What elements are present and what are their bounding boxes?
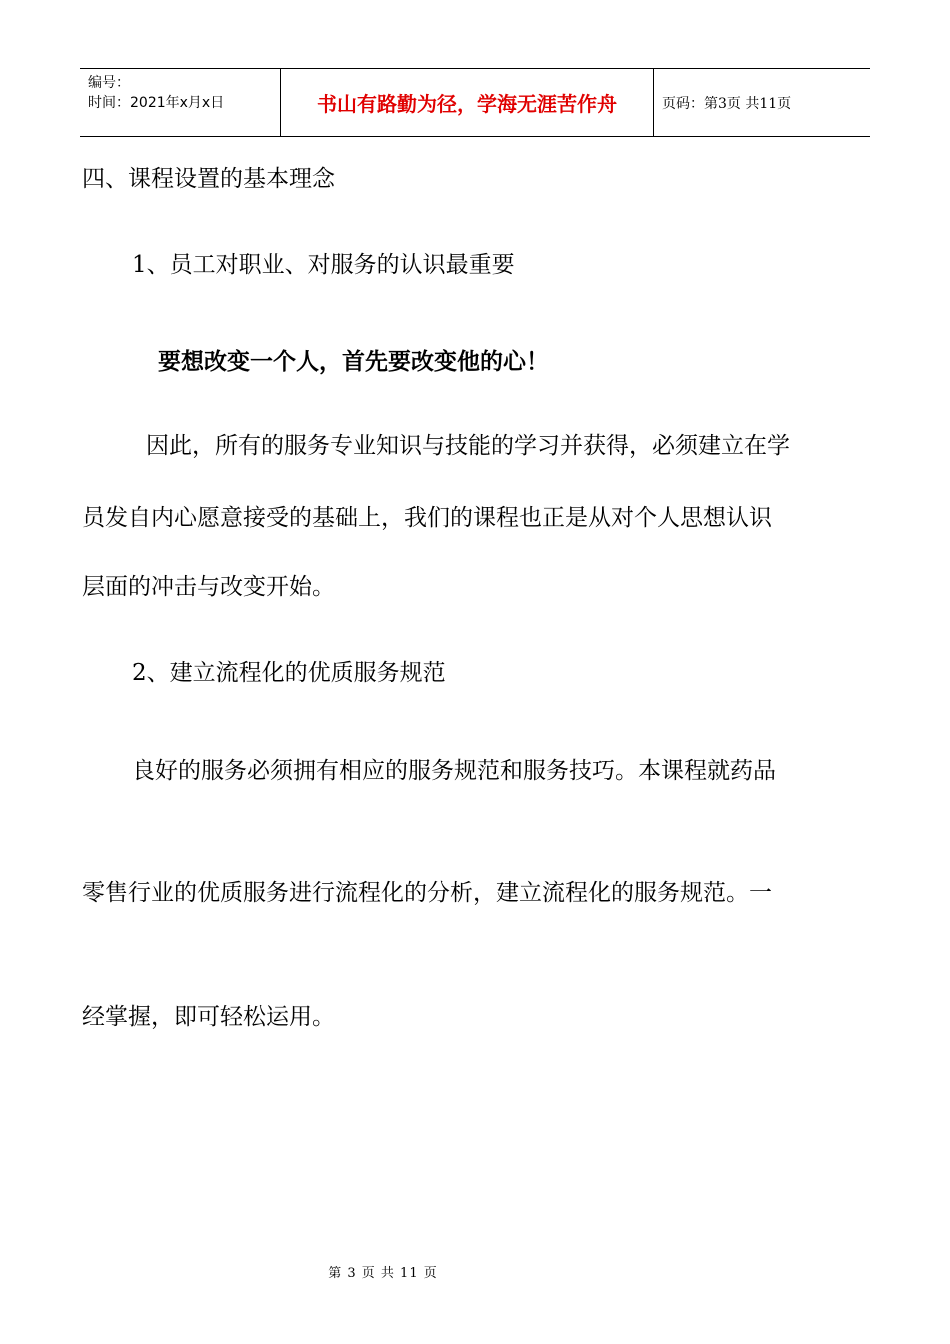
item1-line-1: 因此，所有的服务专业知识与技能的学习并获得，必须建立在学 <box>146 433 790 459</box>
page-header <box>80 68 870 137</box>
item1-line-3: 层面的冲击与改变开始。 <box>82 574 335 600</box>
item1-slogan: 要想改变一个人，首先要改变他的心！ <box>158 348 549 375</box>
page-footer <box>0 1262 950 1281</box>
item2-line-3: 经掌握，即可轻松运用。 <box>82 1004 335 1030</box>
header-motto: 书山有路勤为径，学海无涯苦作舟 <box>281 69 654 136</box>
item1-line-2: 员发自内心愿意接受的基础上，我们的课程也正是从对个人思想认识 <box>82 505 772 531</box>
footer-page-number: 第 3 页 共 11 页 <box>328 1266 438 1281</box>
item2-line-2: 零售行业的优质服务进行流程化的分析，建立流程化的服务规范。一 <box>82 880 772 906</box>
item2-line-1: 良好的服务必须拥有相应的服务规范和服务技巧。本课程就药品 <box>132 758 776 784</box>
section-title: 四、课程设置的基本理念 <box>82 166 335 192</box>
document-number-label: 编号： <box>88 75 130 91</box>
item1-title: 1、员工对职业、对服务的认识最重要 <box>132 252 515 278</box>
header-meta <box>80 69 281 136</box>
header-page-info: 页码：第3页 共11页 <box>662 95 792 112</box>
item2-title: 2、建立流程化的优质服务规范 <box>132 660 446 686</box>
document-date: 时间：2021年x月x日 <box>88 95 225 111</box>
